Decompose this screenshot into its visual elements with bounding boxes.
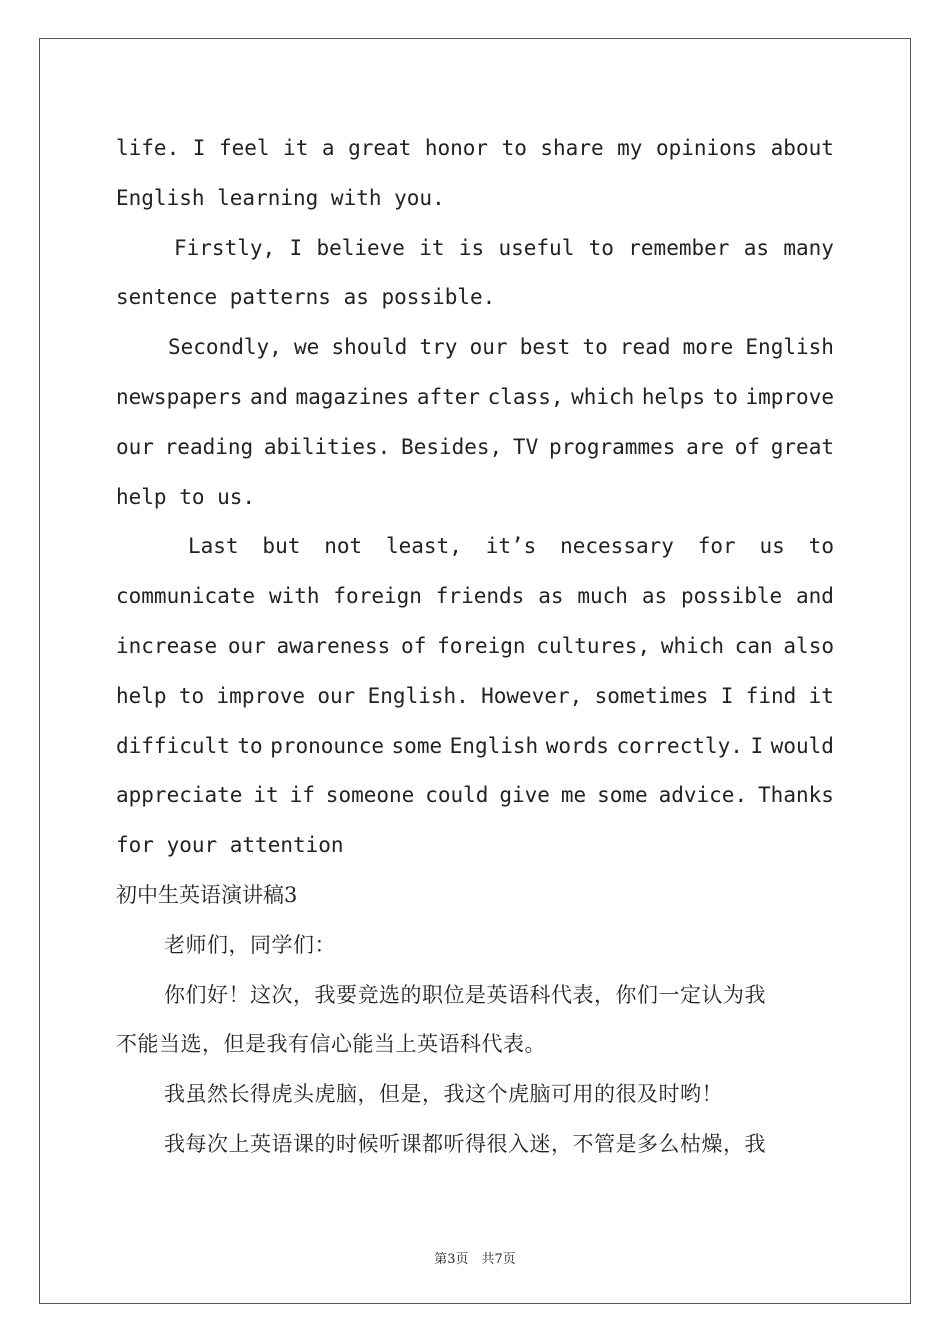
word: it bbox=[808, 683, 834, 708]
word: advice. bbox=[658, 783, 748, 808]
word: believe bbox=[316, 235, 405, 260]
word: difficult bbox=[116, 733, 230, 758]
word: English. bbox=[367, 683, 469, 708]
word: pronounce bbox=[270, 733, 384, 758]
word: which bbox=[660, 633, 725, 658]
word: Thanks bbox=[758, 783, 834, 808]
word: awareness bbox=[276, 633, 391, 658]
text-line bbox=[116, 124, 834, 174]
word: to bbox=[712, 384, 738, 409]
word: is bbox=[458, 235, 485, 260]
word: I bbox=[720, 683, 734, 708]
word: improve bbox=[745, 384, 834, 409]
word: great bbox=[770, 434, 834, 459]
word: some bbox=[597, 783, 648, 808]
text-line: sentence patterns as possible. bbox=[116, 285, 496, 310]
word: foreign bbox=[333, 584, 422, 609]
word: I bbox=[289, 235, 303, 260]
text-line bbox=[116, 323, 834, 373]
text-line: help to us. bbox=[116, 484, 256, 509]
word: class, bbox=[487, 384, 564, 409]
word: to bbox=[588, 235, 614, 260]
text-line: 不能当选，但是我有信心能当上英语科代表。 bbox=[116, 1032, 546, 1057]
word: it bbox=[419, 235, 445, 260]
word: helps bbox=[641, 384, 706, 409]
word: us bbox=[759, 534, 785, 559]
text-line bbox=[116, 423, 834, 473]
text-line bbox=[116, 224, 834, 274]
word: remember bbox=[628, 235, 730, 260]
word: life. bbox=[116, 136, 180, 160]
word: However, bbox=[481, 683, 583, 708]
word: would bbox=[770, 733, 834, 758]
word: as bbox=[743, 235, 770, 260]
word: a bbox=[321, 136, 335, 160]
word: some bbox=[391, 733, 443, 758]
word: of bbox=[401, 633, 427, 658]
word: our bbox=[227, 633, 266, 658]
word: could bbox=[425, 783, 489, 808]
word: newspapers bbox=[116, 384, 243, 409]
word: to bbox=[178, 683, 205, 708]
word: and bbox=[250, 384, 288, 409]
word: TV bbox=[512, 434, 539, 459]
word: with bbox=[268, 584, 320, 609]
text-line: 我每次上英语课的时候听课都听得很入迷，不管是多么枯燥，我 bbox=[164, 1131, 766, 1156]
word: foreign bbox=[437, 633, 526, 658]
word: possible bbox=[680, 584, 783, 609]
word: our bbox=[317, 683, 356, 708]
word: can bbox=[734, 633, 773, 658]
greeting-line: 老师们，同学们： bbox=[164, 932, 336, 957]
text-line: for your attention bbox=[116, 833, 344, 858]
word: share bbox=[540, 136, 604, 160]
word: useful bbox=[498, 235, 575, 260]
word: words bbox=[545, 733, 609, 758]
text-line bbox=[116, 622, 834, 672]
text-line bbox=[116, 672, 834, 722]
word: help bbox=[116, 683, 167, 708]
text-line bbox=[116, 572, 834, 622]
word: but bbox=[262, 534, 301, 559]
word: least, bbox=[385, 534, 462, 559]
word: for bbox=[697, 534, 736, 559]
word: it bbox=[253, 783, 279, 808]
section-heading: 初中生英语演讲稿3 bbox=[116, 882, 298, 907]
word: it’s bbox=[485, 534, 537, 559]
word: English bbox=[745, 335, 834, 360]
word: feel bbox=[218, 136, 270, 160]
word: opinions bbox=[655, 136, 758, 160]
text-line: 你们好！这次，我要竞选的职位是英语科代表，你们一定认为我 bbox=[164, 982, 766, 1007]
word: honor bbox=[424, 136, 489, 160]
word: as bbox=[538, 584, 564, 609]
word: Last bbox=[188, 534, 239, 559]
word: English bbox=[449, 733, 539, 758]
word: programmes bbox=[548, 434, 676, 459]
word: give bbox=[499, 783, 550, 808]
word: about bbox=[770, 136, 834, 160]
word: more bbox=[682, 335, 734, 360]
word: sometimes bbox=[594, 683, 709, 708]
word: best bbox=[519, 335, 571, 360]
text-line: English learning with you. bbox=[116, 185, 445, 210]
word: should bbox=[331, 335, 408, 360]
text-line bbox=[116, 522, 834, 572]
word: Secondly, bbox=[168, 335, 282, 360]
word: increase bbox=[116, 633, 218, 658]
word: to bbox=[808, 534, 834, 559]
word: Besides, bbox=[401, 434, 503, 459]
text-line bbox=[116, 373, 834, 423]
word: after bbox=[416, 384, 481, 409]
word: not bbox=[324, 534, 363, 559]
word: and bbox=[796, 584, 834, 609]
word: to bbox=[501, 136, 527, 160]
word: communicate bbox=[116, 584, 256, 609]
word: try bbox=[419, 335, 458, 360]
word: someone bbox=[325, 783, 415, 808]
word: improve bbox=[216, 683, 306, 708]
word: to bbox=[582, 335, 608, 360]
word: me bbox=[560, 783, 587, 808]
word: cultures, bbox=[536, 633, 651, 658]
word: our bbox=[116, 434, 154, 459]
word: reading bbox=[164, 434, 254, 459]
text-line bbox=[116, 722, 834, 772]
word: of bbox=[734, 434, 761, 459]
word: if bbox=[289, 783, 315, 808]
word: much bbox=[577, 584, 628, 609]
word: friends bbox=[435, 584, 525, 609]
word: great bbox=[348, 136, 412, 160]
word: I bbox=[750, 733, 764, 758]
word: also bbox=[783, 633, 834, 658]
word: are bbox=[686, 434, 725, 459]
word: my bbox=[617, 136, 643, 160]
word: appreciate bbox=[116, 783, 243, 808]
text-line: 我虽然长得虎头虎脑，但是，我这个虎脑可用的很及时哟！ bbox=[164, 1082, 723, 1107]
word: to bbox=[237, 733, 263, 758]
word: read bbox=[619, 335, 671, 360]
page-footer: 第3页 共7页 bbox=[434, 1252, 516, 1267]
word: I bbox=[192, 136, 206, 160]
word: we bbox=[293, 335, 320, 360]
text-line bbox=[116, 771, 834, 821]
word: as bbox=[641, 584, 668, 609]
word: Firstly, bbox=[174, 235, 276, 260]
word: it bbox=[283, 136, 309, 160]
word: necessary bbox=[560, 534, 674, 559]
word: our bbox=[469, 335, 508, 360]
word: many bbox=[783, 235, 834, 260]
word: abilities. bbox=[263, 434, 391, 459]
word: which bbox=[571, 384, 635, 409]
document-body bbox=[116, 124, 834, 1170]
word: correctly. bbox=[616, 733, 743, 758]
word: find bbox=[745, 683, 797, 708]
word: magazines bbox=[295, 384, 410, 409]
